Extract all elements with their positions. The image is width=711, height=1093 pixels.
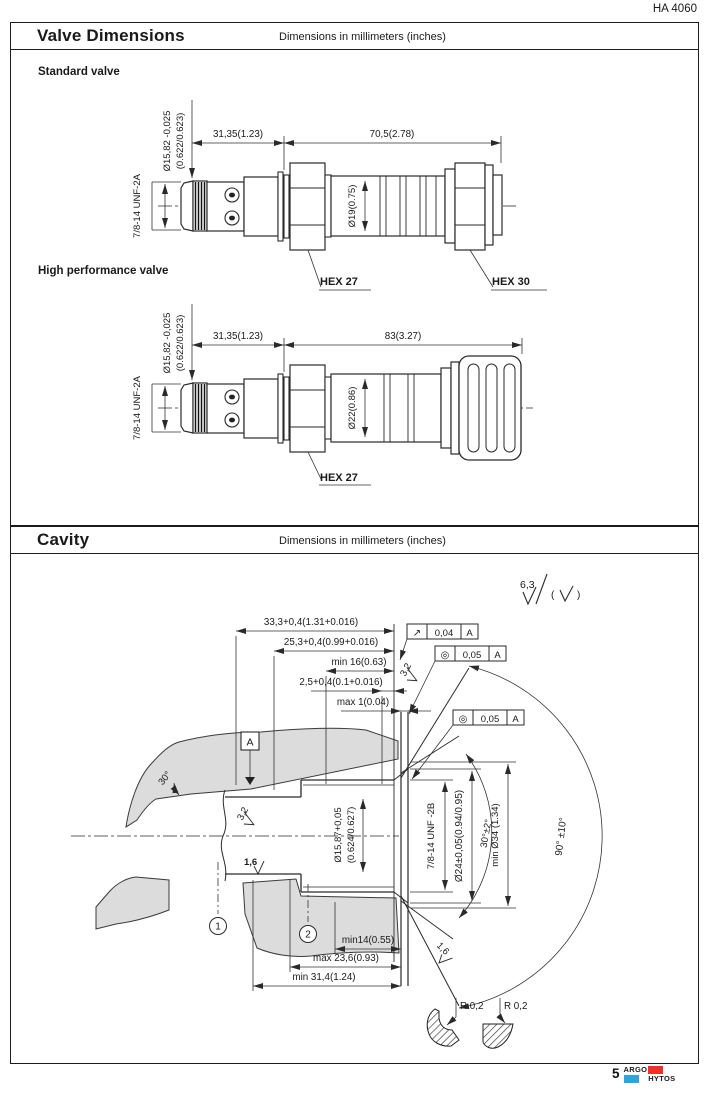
tolerance-datum: A xyxy=(494,650,501,661)
dim-dia-label: Ø15,82 -0,025 xyxy=(162,312,173,374)
dim-dia-inch-label: (0.622/0.623) xyxy=(175,112,186,170)
radius-2-label: R 0,2 xyxy=(504,1001,528,1012)
dim-d3-label: min 16(0.63) xyxy=(331,657,387,668)
roughness-bore-label: 3,2 xyxy=(235,805,252,823)
hex27-label: HEX 27 xyxy=(320,472,358,484)
dim-len2-label: 70,5(2.78) xyxy=(369,129,415,140)
dim-len1-label: 31,35(1.23) xyxy=(212,129,264,140)
dim-thread-label: 7/8-14 UNF-2A xyxy=(132,376,143,440)
radius-detail-right xyxy=(483,998,527,1048)
paren-close: ) xyxy=(577,590,581,601)
brand-red-block-icon xyxy=(648,1066,663,1074)
radius-detail-left xyxy=(427,998,483,1046)
roughness-seat-label: 1,6 xyxy=(244,857,258,868)
item-1-label: 1 xyxy=(215,921,221,933)
dim-b2-label: max 23,6(0.93) xyxy=(313,953,379,964)
page-footer xyxy=(612,1066,675,1083)
brand-blue-block-icon xyxy=(624,1075,639,1083)
entry-angle-label: 30° xyxy=(156,769,174,788)
dim-dia-inch-label: (0.622/0.623) xyxy=(175,314,186,372)
dim-b3-label: min 31,4(1.24) xyxy=(292,972,356,983)
roughness-value: 6,3 xyxy=(520,579,535,591)
cavity-thread-label: 7/8-14 UNF -2B xyxy=(426,802,437,870)
spotface-dia-label: min Ø34 (1.34) xyxy=(490,803,501,867)
high-performance-valve-heading: High performance valve xyxy=(38,265,169,277)
dim-d1-label: 33,3+0,4(1.31+0.016) xyxy=(263,617,359,628)
item-balloon-1 xyxy=(210,862,227,935)
tolerance-value: 0,04 xyxy=(434,628,454,639)
dim-d4-label: 2,5+0,4(0.1+0.016) xyxy=(299,677,383,688)
surface-roughness-note xyxy=(520,574,580,604)
standard-valve-drawing xyxy=(118,84,558,300)
doc-number: HA 4060 xyxy=(652,3,697,15)
roughness-mark-seat xyxy=(244,857,264,874)
standard-valve-heading: Standard valve xyxy=(38,66,120,78)
dim-dia-label: Ø15,82 -0,025 xyxy=(162,110,173,172)
tolerance-frame-concentricity-1 xyxy=(409,646,506,714)
dim-thread-label: 7/8-14 UNF-2A xyxy=(132,174,143,238)
standard-valve-body xyxy=(181,163,502,250)
argo-hytos-logo xyxy=(624,1066,676,1083)
paren-open: ( xyxy=(551,590,555,601)
datum-a-label: A xyxy=(246,736,254,749)
dim-d2-label: 25,3+0,4(0.99+0.016) xyxy=(283,637,379,648)
high-performance-valve-drawing xyxy=(118,298,558,498)
radius-1-label: R 0,2 xyxy=(460,1001,484,1012)
item-2-label: 2 xyxy=(305,929,311,941)
roughness-mark-bore xyxy=(234,805,259,828)
hex27-label: HEX 27 xyxy=(320,276,358,288)
roughness-basic-icon xyxy=(560,586,573,601)
thread-dim xyxy=(410,780,453,892)
dim-b1-label: min14(0.55) xyxy=(341,935,395,946)
bore-diameter-dim xyxy=(333,799,363,872)
roughness-mark-cone xyxy=(429,940,456,967)
cavity-section-header xyxy=(11,527,698,554)
chamfer-angle-label: 30°±2° xyxy=(478,818,495,849)
concentricity-icon: ◎ xyxy=(458,714,468,725)
section-shading-left xyxy=(96,877,169,929)
cavity-section-title: Cavity xyxy=(37,530,90,549)
tolerance-datum: A xyxy=(512,714,519,725)
roughness-mark-top xyxy=(397,661,422,684)
dim-d5-label: max 1(0.04) xyxy=(336,697,390,708)
roughness-top-label: 3,2 xyxy=(398,661,415,679)
tolerance-datum: A xyxy=(466,628,473,639)
cavity-units-note: Dimensions in millimeters (inches) xyxy=(279,535,446,547)
roughness-cone-label: 1,6 xyxy=(434,940,452,958)
bore-dia-inch-label: (0.624/0.627) xyxy=(346,806,357,864)
counterbore-dia-label: Ø24±0,05(0.94/0.95) xyxy=(454,789,465,883)
tolerance-value: 0,05 xyxy=(462,650,482,661)
dim-len2-label: 83(3.27) xyxy=(384,331,422,342)
dim-body-dia-label: Ø22(0.86) xyxy=(347,386,358,430)
brand-argo-label: ARGO xyxy=(623,1065,648,1074)
valve-section-header xyxy=(11,23,698,50)
hex30-label: HEX 30 xyxy=(492,276,530,288)
page-number: 5 xyxy=(612,1066,620,1081)
bore-dia-label: Ø15,87+0,05 xyxy=(333,807,344,863)
cavity-drawing xyxy=(11,562,698,1060)
counterbore-dim xyxy=(410,769,481,903)
concentricity-icon: ◎ xyxy=(440,650,450,661)
brand-hytos-label: HYTOS xyxy=(648,1074,676,1083)
valve-units-note: Dimensions in millimeters (inches) xyxy=(279,31,446,43)
dim-len1-label: 31,35(1.23) xyxy=(212,331,264,342)
tolerance-value: 0,05 xyxy=(480,714,500,725)
dim-body-dia-label: Ø19(0.75) xyxy=(347,184,358,228)
valve-section-title: Valve Dimensions xyxy=(37,26,185,45)
seat-angle-label: 90° ±10° xyxy=(553,816,570,857)
runout-icon: ↗ xyxy=(412,628,422,639)
